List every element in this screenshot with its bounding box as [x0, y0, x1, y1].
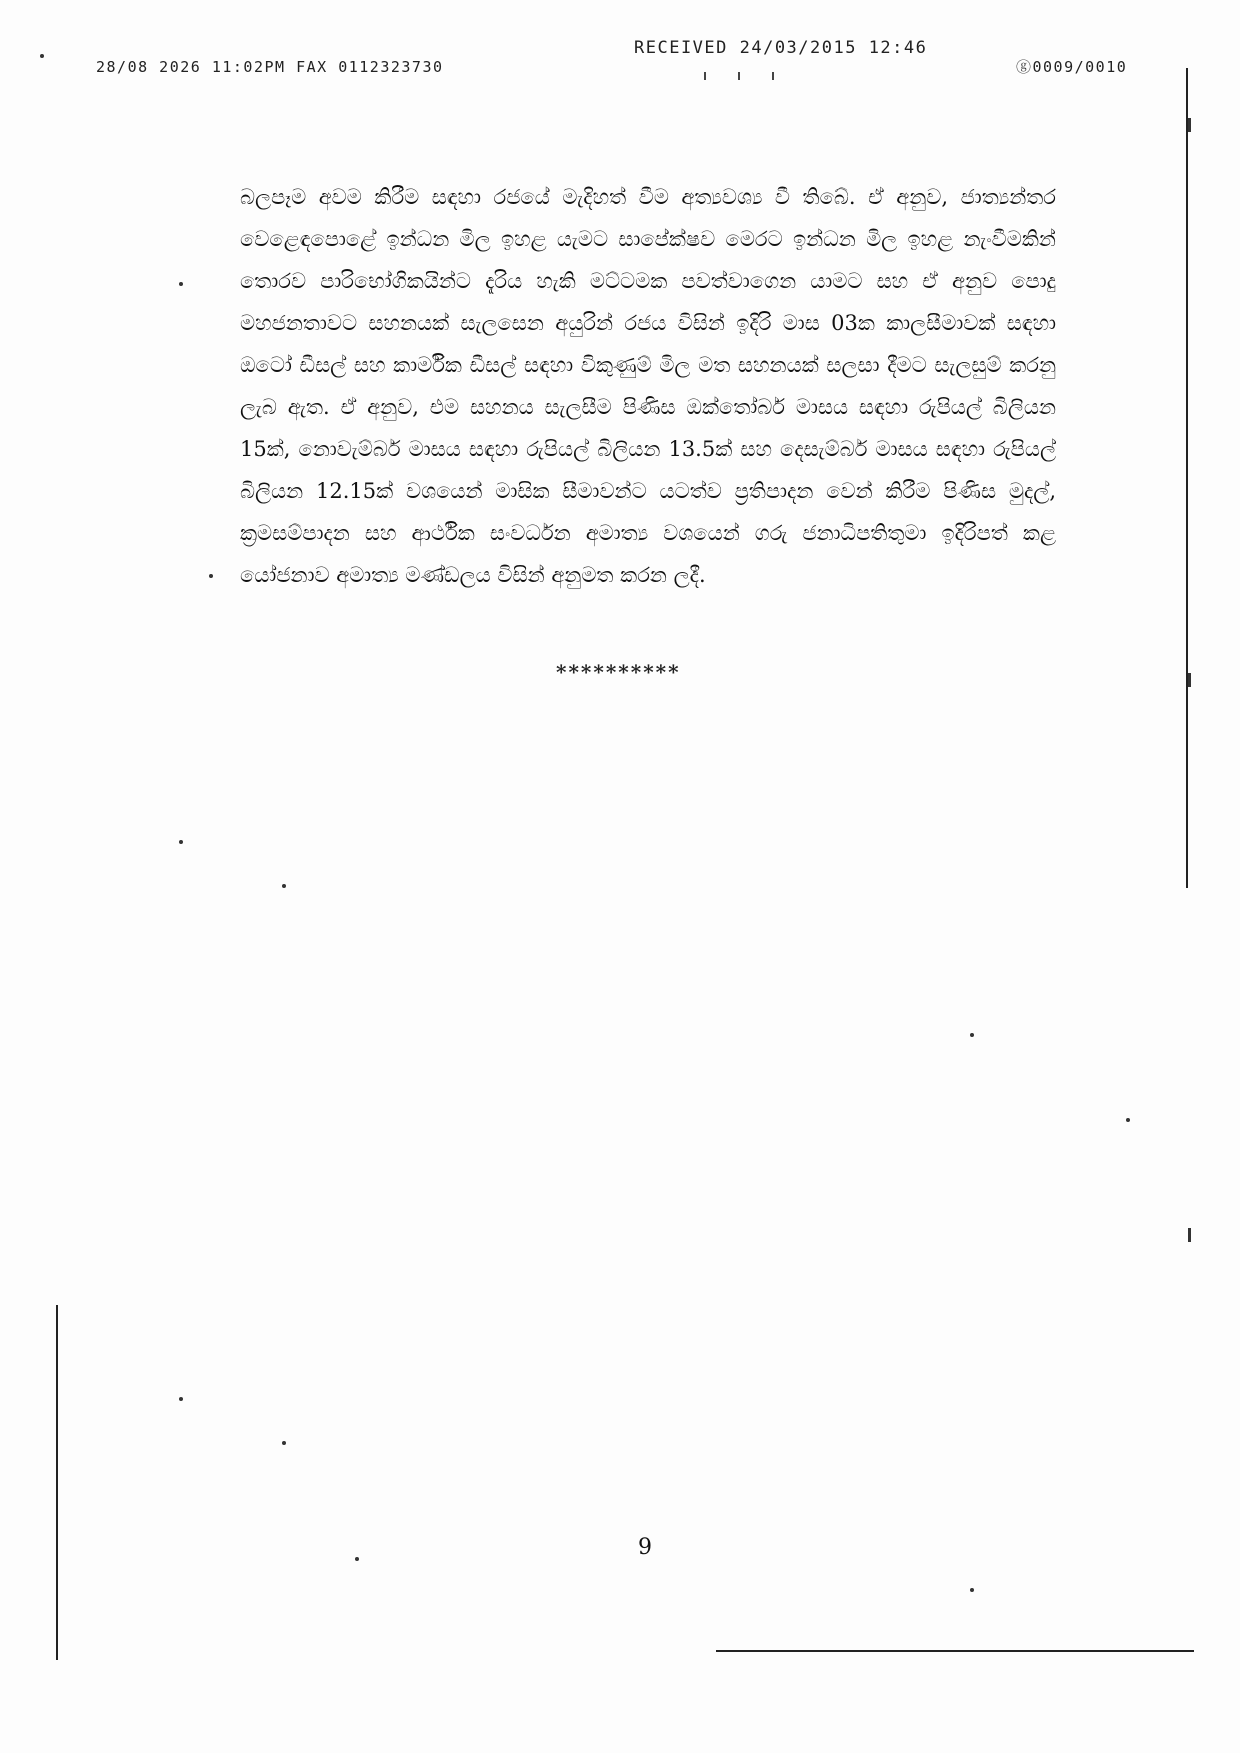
scan-speck — [209, 574, 213, 578]
scan-speck — [282, 884, 286, 888]
document-paragraph: බලපෑම අවම කිරීම සඳහා රජයේ මැදිහත් වීම අත්‍යවශ්‍ය වී තිබේ. ඒ අනුව, ජාත්‍යන්තර වෙළෙඳපොළේ ඉන්ධන මිල ඉහළ යැමට සාපේක්ෂව මෙරට ඉන්ධන මිල ඉහළ නැංවීමකින් තොරව පාරිභෝගිකයින්ට දැරිය හැකි මට්ටමක පවත්වාගෙන යාමට සහ ඒ අනුව පොදු මහජනතාවට සහනයක් සැලසෙන අයුරින් රජය විසින් ඉදිරි මාස 03ක කාලසීමාවක් සඳහා ඔටෝ ඩීසල් සහ කාර්මික ඩීසල් සඳහා විකුණුම් මිල මත සහනයක් සලසා දීමට සැලසුම් කරනු ලැබ ඇත. ඒ අනුව, එම සහනය සැලසීම පිණිස ඔක්තෝබර් මාසය සඳහා රුපියල් බිලියන 15ක්, නොවැම්බර් මාසය සඳහා රුපියල් බිලියන 13.5ක් සහ දෙසැම්බර් මාසය සඳහා රුපියල් බිලියන 12.15ක් වශයෙන් මාසික සීමාවන්ට යටත්ව ප්‍රතිපාදන වෙන් කිරීම පිණිස මුදල්, ක්‍රමසම්පාදන සහ ආර්ථික සංවර්ධන අමාත්‍ය වශයෙන් ගරු ජනාධිපතිතුමා ඉදිරිපත් කළ යෝජනාව අමාත්‍ය මණ්ඩලය විසින් අනුමත කරන ලදී. — [240, 185, 1056, 587]
scan-mark — [1188, 118, 1191, 132]
scan-speck — [179, 840, 183, 844]
section-separator: ********** — [556, 660, 681, 684]
fax-sent-line: 28/08 2026 11:02PM FAX 0112323730 — [96, 58, 444, 76]
scan-speck — [970, 1033, 974, 1037]
scan-speck — [1126, 1118, 1130, 1122]
fax-tick-marks — [704, 72, 784, 82]
scan-mark — [1188, 1228, 1191, 1242]
scan-speck — [179, 1397, 183, 1401]
scan-speck — [355, 1557, 359, 1561]
scan-speck — [179, 282, 183, 286]
scan-edge-line-bottom — [716, 1650, 1194, 1652]
fax-header — [0, 38, 1240, 76]
scan-speck — [282, 1441, 286, 1445]
scan-speck — [970, 1588, 974, 1592]
fax-page-counter: ⓖ0009/0010 — [1016, 58, 1128, 76]
scan-edge-line-right — [1186, 68, 1188, 888]
scan-mark — [1188, 673, 1191, 687]
scan-edge-line-left — [56, 1305, 58, 1660]
fax-received-line: RECEIVED 24/03/2015 12:46 — [634, 38, 928, 58]
page-number: 9 — [638, 1535, 652, 1560]
scan-speck — [40, 54, 44, 58]
